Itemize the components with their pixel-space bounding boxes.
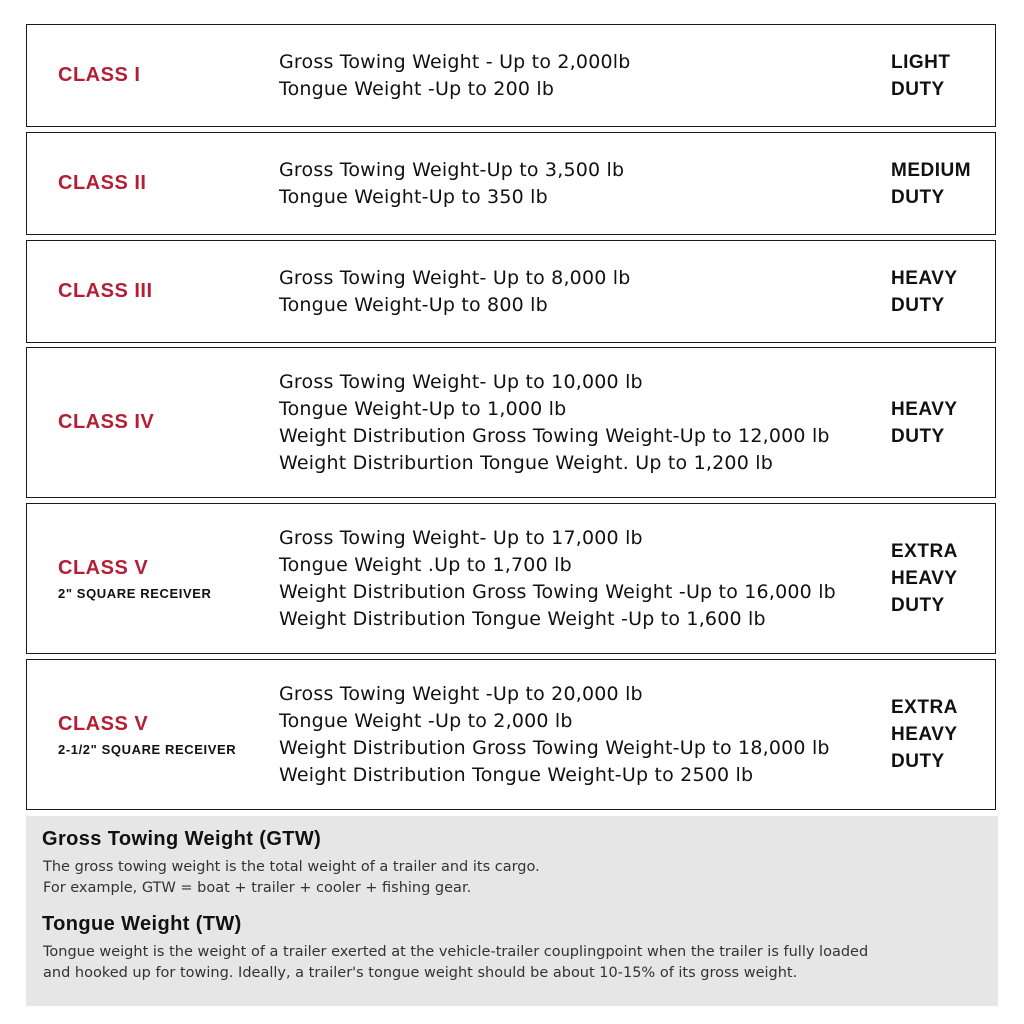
duty-line: HEAVY	[891, 724, 958, 745]
class-name: CLASS II	[58, 172, 147, 194]
duty-line: EXTRA	[891, 697, 958, 718]
spec-line: Tongue Weight-Up to 1,000 lb	[279, 397, 567, 420]
duty-rating	[891, 348, 958, 497]
class-row-1	[26, 24, 996, 127]
duty-line: EXTRA	[891, 541, 958, 562]
class-cell	[58, 660, 236, 809]
tw-definition	[42, 913, 982, 984]
class-row-2	[26, 132, 996, 235]
class-name: CLASS V	[58, 556, 149, 579]
weight-specs	[279, 133, 624, 234]
spec-line: Weight Distribution Gross Towing Weight -Up to 16,000 lb	[279, 580, 836, 603]
duty-rating	[891, 241, 958, 342]
class-name: CLASS I	[58, 64, 141, 86]
class-row-3	[26, 240, 996, 343]
class-cell	[58, 25, 140, 126]
duty-line: DUTY	[891, 595, 945, 616]
class-row-6	[26, 659, 996, 810]
gtw-definition	[42, 828, 982, 899]
class-cell	[58, 504, 212, 653]
duty-line: DUTY	[891, 294, 945, 316]
tw-description	[43, 942, 982, 984]
spec-line: Tongue Weight-Up to 350 lb	[279, 185, 548, 208]
spec-line: Tongue Weight -Up to 200 lb	[279, 77, 555, 100]
spec-line: Weight Distribution Tongue Weight -Up to 1,600 lb	[279, 607, 766, 630]
duty-line: DUTY	[891, 425, 945, 447]
weight-specs	[279, 241, 631, 342]
spec-line: Weight Distribution Tongue Weight-Up to 2500 lb	[279, 763, 754, 786]
duty-rating	[891, 133, 971, 234]
spec-line: Gross Towing Weight-Up to 3,500 lb	[279, 158, 625, 181]
spec-line: Gross Towing Weight -Up to 20,000 lb	[279, 682, 643, 705]
duty-rating	[891, 25, 951, 126]
duty-line: DUTY	[891, 78, 945, 100]
class-cell	[58, 133, 146, 234]
weight-specs	[279, 504, 836, 653]
gtw-text-line: For example, GTW = boat + trailer + cooler + fishing gear.	[43, 880, 472, 896]
duty-rating	[891, 504, 958, 653]
duty-line: HEAVY	[891, 398, 958, 420]
duty-line: DUTY	[891, 751, 945, 772]
class-name: CLASS III	[58, 280, 153, 302]
weight-specs	[279, 25, 631, 126]
gtw-text-line: The gross towing weight is the total weight of a trailer and its cargo.	[43, 859, 540, 875]
class-cell	[58, 241, 153, 342]
weight-specs	[279, 660, 830, 809]
tw-text-line: and hooked up for towing. Ideally, a trailer's tongue weight should be about 10-15% of its gross weight.	[43, 965, 798, 981]
weight-specs	[279, 348, 830, 497]
gtw-title: Gross Towing Weight (GTW)	[42, 828, 322, 850]
spec-line: Tongue Weight .Up to 1,700 lb	[279, 553, 572, 576]
tw-title: Tongue Weight (TW)	[42, 913, 242, 935]
class-row-4	[26, 347, 996, 498]
duty-rating	[891, 660, 958, 809]
spec-line: Gross Towing Weight- Up to 17,000 lb	[279, 526, 643, 549]
duty-line: DUTY	[891, 186, 945, 208]
duty-line: HEAVY	[891, 568, 958, 589]
class-row-5	[26, 503, 996, 654]
spec-line: Gross Towing Weight- Up to 8,000 lb	[279, 266, 631, 289]
spec-line: Weight Distribution Gross Towing Weight-Up to 12,000 lb	[279, 424, 830, 447]
duty-line: HEAVY	[891, 267, 958, 289]
class-name: CLASS IV	[58, 411, 155, 433]
spec-line: Weight Distriburtion Tongue Weight. Up to 1,200 lb	[279, 451, 773, 474]
spec-line: Gross Towing Weight- Up to 10,000 lb	[279, 370, 643, 393]
gtw-description	[43, 857, 982, 899]
spec-line: Tongue Weight -Up to 2,000 lb	[279, 709, 573, 732]
definitions-panel	[26, 816, 998, 1006]
class-cell	[58, 348, 154, 497]
spec-line: Gross Towing Weight - Up to 2,000lb	[279, 50, 631, 73]
spec-line: Tongue Weight-Up to 800 lb	[279, 293, 548, 316]
duty-line: MEDIUM	[891, 159, 972, 181]
tw-text-line: Tongue weight is the weight of a trailer exerted at the vehicle-trailer couplingpoint when the trailer is fully loaded	[43, 944, 869, 960]
receiver-size: 2" SQUARE RECEIVER	[58, 585, 212, 601]
receiver-size: 2-1/2" SQUARE RECEIVER	[58, 741, 237, 757]
duty-line: LIGHT	[891, 51, 951, 73]
class-name: CLASS V	[58, 712, 149, 735]
spec-line: Weight Distribution Gross Towing Weight-Up to 18,000 lb	[279, 736, 830, 759]
